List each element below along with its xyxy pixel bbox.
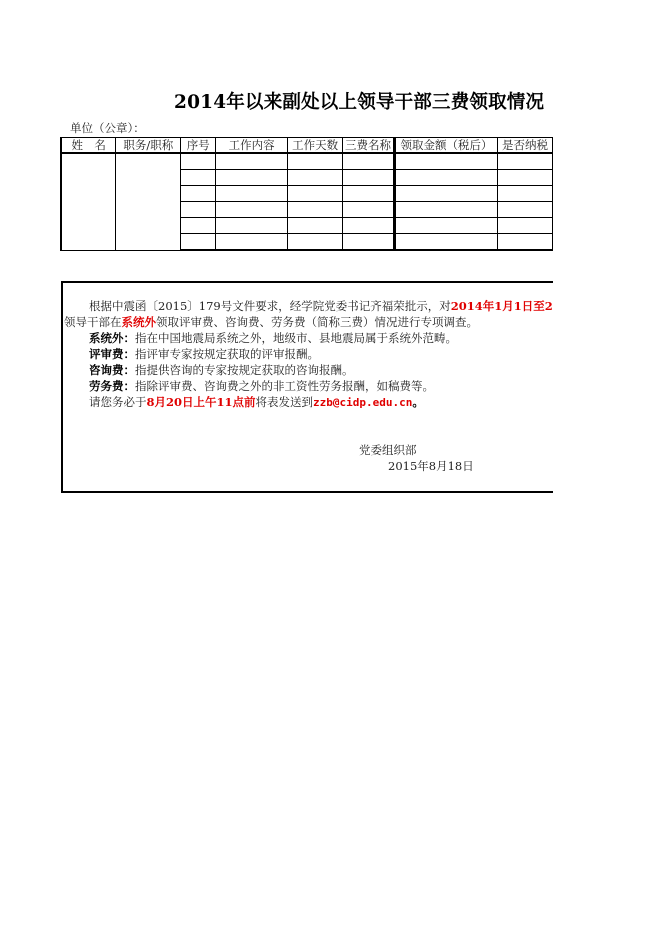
definition-term: 系统外 — [89, 331, 124, 345]
cell-position[interactable] — [116, 153, 181, 250]
header-position: 职务/职称 — [116, 138, 181, 154]
cell-work-content[interactable] — [216, 186, 288, 202]
header-name: 姓 名 — [61, 138, 116, 154]
definition-term: 评审费 — [89, 347, 124, 361]
deadline-line — [89, 395, 424, 410]
definition-text: 指除评审费、咨询费之外的非工资性劳务报酬，如稿费等。 — [135, 379, 434, 393]
definition-outside-system — [89, 331, 457, 345]
notice-text: 将表发送到 — [255, 395, 314, 409]
cell-fee-name[interactable] — [343, 170, 395, 186]
definition-colon: ： — [123, 347, 135, 361]
table-row — [61, 153, 553, 170]
cell-work-content[interactable] — [216, 170, 288, 186]
definition-labor-fee — [89, 379, 434, 393]
cell-fee-name[interactable] — [343, 202, 395, 218]
cell-amount[interactable] — [395, 202, 498, 218]
cell-fee-name[interactable] — [343, 234, 395, 251]
cell-seq[interactable] — [181, 153, 216, 170]
notice-text: 领导干部在 — [64, 315, 122, 329]
cell-work-content[interactable] — [216, 153, 288, 170]
cell-seq[interactable] — [181, 170, 216, 186]
cell-taxed[interactable] — [497, 202, 552, 218]
cell-amount[interactable] — [395, 234, 498, 251]
cell-work-days[interactable] — [288, 153, 343, 170]
definition-text: 指在中国地震局系统之外，地级市、县地震局属于系统外范畴。 — [135, 331, 457, 345]
cell-amount[interactable] — [395, 153, 498, 170]
cell-amount[interactable] — [395, 218, 498, 234]
cell-work-days[interactable] — [288, 186, 343, 202]
cell-fee-name[interactable] — [343, 186, 395, 202]
header-work-days: 工作天数 — [288, 138, 343, 154]
cell-work-days[interactable] — [288, 170, 343, 186]
notice-box — [61, 281, 553, 493]
notice-highlight-outside-system: 系统外 — [121, 315, 156, 329]
signature-date: 2015年8月18日 — [388, 459, 474, 473]
cell-fee-name[interactable] — [343, 153, 395, 170]
cell-work-content[interactable] — [216, 202, 288, 218]
notice-paragraph-1 — [89, 299, 553, 313]
table-header-row — [61, 138, 553, 154]
page-title: 2014年以来副处以上领导干部三费领取情况 — [174, 92, 545, 113]
cell-amount[interactable] — [395, 170, 498, 186]
definition-consulting-fee — [89, 363, 354, 377]
contact-email[interactable]: zzb@cidp.edu.cn — [313, 396, 413, 409]
cell-seq[interactable] — [181, 202, 216, 218]
signature-org: 党委组织部 — [359, 443, 417, 457]
cell-seq[interactable] — [181, 234, 216, 251]
cell-fee-name[interactable] — [343, 218, 395, 234]
notice-text: 领取评审费、咨询费、劳务费（简称三费）情况进行专项调查。 — [156, 315, 478, 329]
fee-table — [60, 137, 553, 251]
header-seq: 序号 — [181, 138, 216, 154]
cell-work-content[interactable] — [216, 234, 288, 251]
cell-name[interactable] — [61, 153, 116, 250]
notice-date-range: 2014年1月1日至2 — [450, 299, 553, 313]
notice-text: 请您务必于 — [89, 395, 147, 409]
definition-colon: ： — [123, 331, 135, 345]
cell-work-days[interactable] — [288, 202, 343, 218]
header-amount: 领取金额（税后） — [395, 138, 498, 154]
deadline-highlight: 8月20日上午11点前 — [146, 395, 256, 409]
definition-term: 咨询费 — [89, 363, 124, 377]
cell-work-days[interactable] — [288, 234, 343, 251]
cell-work-days[interactable] — [288, 218, 343, 234]
cell-taxed[interactable] — [497, 153, 552, 170]
header-fee-name: 三费名称 — [343, 138, 395, 154]
definition-text: 指评审专家按规定获取的评审报酬。 — [135, 347, 319, 361]
cell-taxed[interactable] — [497, 234, 552, 251]
cell-seq[interactable] — [181, 186, 216, 202]
definition-term: 劳务费 — [89, 379, 124, 393]
cell-taxed[interactable] — [497, 170, 552, 186]
notice-text: 。 — [412, 395, 424, 409]
definition-review-fee — [89, 347, 319, 361]
cell-amount[interactable] — [395, 186, 498, 202]
cell-taxed[interactable] — [497, 218, 552, 234]
notice-paragraph-2 — [64, 315, 478, 329]
definition-colon: ： — [123, 363, 135, 377]
unit-seal-label: 单位（公章）： — [70, 121, 145, 135]
notice-text: 根据中震函〔2015〕179号文件要求，经学院党委书记齐福荣批示，对 — [89, 299, 451, 313]
header-taxed: 是否纳税 — [497, 138, 552, 154]
cell-seq[interactable] — [181, 218, 216, 234]
definition-colon: ： — [123, 379, 135, 393]
header-work-content: 工作内容 — [216, 138, 288, 154]
cell-work-content[interactable] — [216, 218, 288, 234]
cell-taxed[interactable] — [497, 186, 552, 202]
definition-text: 指提供咨询的专家按规定获取的咨询报酬。 — [135, 363, 354, 377]
